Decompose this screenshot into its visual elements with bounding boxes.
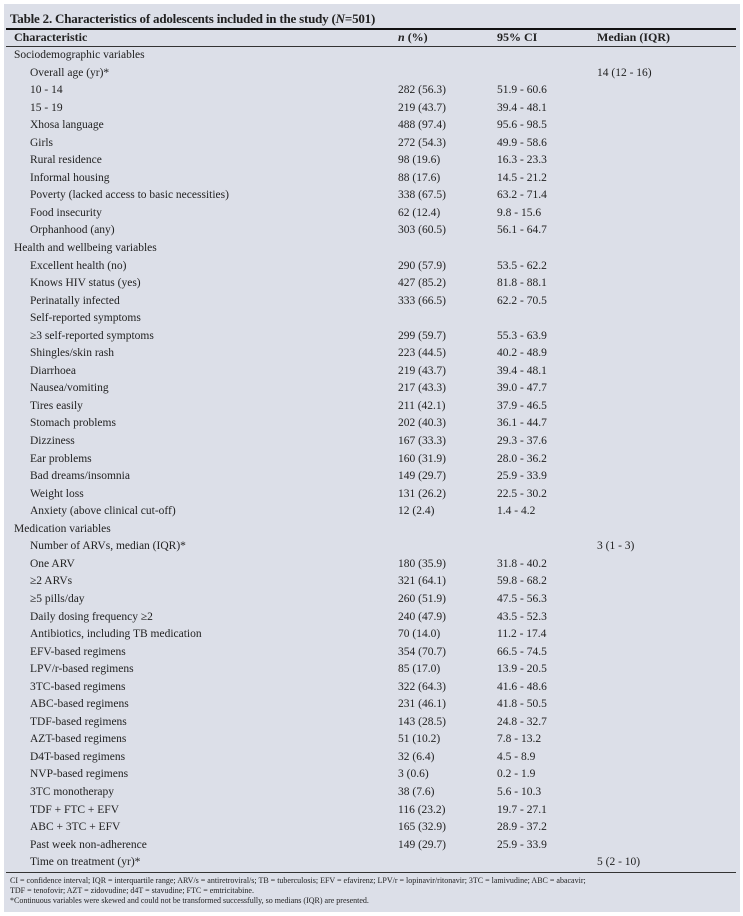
footnote: TDF = tenofovir; AZT = zidovudine; d4T = stavudine; FTC = emtricitabine. bbox=[10, 886, 254, 895]
table-row bbox=[4, 363, 740, 381]
row-label: Shingles/skin rash bbox=[30, 347, 115, 360]
row-ci: 24.8 - 32.7 bbox=[497, 715, 547, 728]
row-label: Medication variables bbox=[14, 522, 111, 535]
row-n-pct: 354 (70.7) bbox=[398, 645, 446, 658]
row-label: D4T-based regimens bbox=[30, 750, 126, 763]
row-ci: 25.9 - 33.9 bbox=[497, 470, 547, 483]
row-ci: 53.5 - 62.2 bbox=[497, 259, 547, 272]
row-ci: 39.0 - 47.7 bbox=[497, 382, 547, 395]
row-ci: 51.9 - 60.6 bbox=[497, 84, 547, 97]
row-n-pct: 322 (64.3) bbox=[398, 680, 446, 693]
table-row bbox=[4, 345, 740, 363]
table-row bbox=[4, 135, 740, 153]
row-ci: 95.6 - 98.5 bbox=[497, 119, 547, 132]
table-row bbox=[4, 65, 740, 83]
table-row bbox=[4, 486, 740, 504]
row-label: One ARV bbox=[30, 557, 75, 570]
table-row bbox=[4, 802, 740, 820]
table-row bbox=[4, 205, 740, 223]
header-ci: 95% CI bbox=[497, 30, 538, 44]
row-n-pct: 85 (17.0) bbox=[398, 663, 441, 676]
row-label: LPV/r-based regimens bbox=[30, 663, 134, 676]
row-label: EFV-based regimens bbox=[30, 645, 126, 658]
table-row bbox=[4, 766, 740, 784]
title-text: Table 2. Characteristics of adolescents included in the study ( bbox=[10, 11, 336, 26]
row-ci: 62.2 - 70.5 bbox=[497, 294, 547, 307]
table-row bbox=[4, 380, 740, 398]
table-title bbox=[10, 11, 375, 27]
table-row bbox=[4, 275, 740, 293]
row-median: 5 (2 - 10) bbox=[597, 856, 641, 869]
section-row bbox=[4, 521, 740, 539]
row-ci: 22.5 - 30.2 bbox=[497, 487, 547, 500]
row-label: 3TC-based regimens bbox=[30, 680, 126, 693]
row-label: ABC-based regimens bbox=[30, 698, 129, 711]
row-n-pct: 32 (6.4) bbox=[398, 750, 435, 763]
title-suffix: =501) bbox=[344, 11, 376, 26]
row-n-pct: 149 (29.7) bbox=[398, 838, 446, 851]
row-median: 3 (1 - 3) bbox=[597, 540, 635, 553]
header-n-pct bbox=[398, 30, 428, 45]
row-n-pct: 62 (12.4) bbox=[398, 206, 441, 219]
footnote: CI = confidence interval; IQR = interquartile range; ARV/s = antiretroviral/s; TB = tuberculosis; EFV = efavirenz; LPV/r = lopinavir/ritonavir; 3TC = lamivudine; ABC = abacavir; bbox=[10, 876, 586, 885]
row-n-pct: 219 (43.7) bbox=[398, 364, 446, 377]
row-label: Antibiotics, including TB medication bbox=[30, 628, 202, 641]
row-n-pct: 427 (85.2) bbox=[398, 277, 446, 290]
row-ci: 7.8 - 13.2 bbox=[497, 733, 542, 746]
row-label: Bad dreams/insomnia bbox=[30, 470, 130, 483]
row-ci: 66.5 - 74.5 bbox=[497, 645, 547, 658]
table-row bbox=[4, 187, 740, 205]
row-n-pct: 272 (54.3) bbox=[398, 136, 446, 149]
row-n-pct: 240 (47.9) bbox=[398, 610, 446, 623]
row-label: Xhosa language bbox=[30, 119, 104, 132]
row-ci: 41.8 - 50.5 bbox=[497, 698, 547, 711]
table-row bbox=[4, 503, 740, 521]
row-n-pct: 88 (17.6) bbox=[398, 171, 441, 184]
row-label: AZT-based regimens bbox=[30, 733, 127, 746]
table-row bbox=[4, 837, 740, 855]
row-ci: 39.4 - 48.1 bbox=[497, 364, 547, 377]
row-label: Food insecurity bbox=[30, 206, 102, 219]
header-median: Median (IQR) bbox=[597, 30, 670, 44]
table-row bbox=[4, 661, 740, 679]
table-row bbox=[4, 556, 740, 574]
row-n-pct: 211 (42.1) bbox=[398, 399, 446, 412]
table-row bbox=[4, 258, 740, 276]
table-row bbox=[4, 626, 740, 644]
row-n-pct: 51 (10.2) bbox=[398, 733, 441, 746]
row-ci: 1.4 - 4.2 bbox=[497, 505, 536, 518]
row-label: Girls bbox=[30, 136, 53, 149]
row-ci: 49.9 - 58.6 bbox=[497, 136, 547, 149]
row-ci: 55.3 - 63.9 bbox=[497, 329, 547, 342]
row-label: Perinatally infected bbox=[30, 294, 120, 307]
row-ci: 13.9 - 20.5 bbox=[497, 663, 547, 676]
row-ci: 4.5 - 8.9 bbox=[497, 750, 536, 763]
row-n-pct: 299 (59.7) bbox=[398, 329, 446, 342]
row-n-pct: 180 (35.9) bbox=[398, 557, 446, 570]
table-body bbox=[4, 47, 740, 872]
table-row bbox=[4, 679, 740, 697]
row-label: Sociodemographic variables bbox=[14, 49, 145, 61]
row-n-pct: 38 (7.6) bbox=[398, 785, 435, 798]
row-n-pct: 98 (19.6) bbox=[398, 154, 441, 167]
row-label: Nausea/vomiting bbox=[30, 382, 109, 395]
table-row bbox=[4, 714, 740, 732]
table-row bbox=[4, 644, 740, 662]
row-label: Time on treatment (yr)* bbox=[30, 856, 141, 869]
row-label: Health and wellbeing variables bbox=[14, 242, 157, 255]
row-label: Ear problems bbox=[30, 452, 92, 465]
row-ci: 59.8 - 68.2 bbox=[497, 575, 547, 588]
row-n-pct: 290 (57.9) bbox=[398, 259, 446, 272]
row-n-pct: 333 (66.5) bbox=[398, 294, 446, 307]
table-row bbox=[4, 573, 740, 591]
row-n-pct: 116 (23.2) bbox=[398, 803, 446, 816]
row-ci: 37.9 - 46.5 bbox=[497, 399, 547, 412]
header-characteristic: Characteristic bbox=[14, 30, 88, 44]
row-ci: 28.9 - 37.2 bbox=[497, 821, 547, 834]
row-n-pct: 488 (97.4) bbox=[398, 119, 446, 132]
row-n-pct: 167 (33.3) bbox=[398, 435, 446, 448]
table-row bbox=[4, 696, 740, 714]
row-label: Dizziness bbox=[30, 435, 75, 448]
table-row bbox=[4, 222, 740, 240]
row-ci: 28.0 - 36.2 bbox=[497, 452, 547, 465]
row-label: Daily dosing frequency ≥2 bbox=[30, 610, 153, 623]
row-median: 14 (12 - 16) bbox=[597, 66, 652, 79]
row-n-pct: 165 (32.9) bbox=[398, 821, 446, 834]
row-label: TDF + FTC + EFV bbox=[30, 803, 120, 816]
section-row bbox=[4, 240, 740, 258]
row-label: 10 - 14 bbox=[30, 84, 63, 97]
row-label: Informal housing bbox=[30, 171, 110, 184]
row-n-pct: 338 (67.5) bbox=[398, 189, 446, 202]
row-n-pct: 143 (28.5) bbox=[398, 715, 446, 728]
table-row bbox=[4, 591, 740, 609]
table-row bbox=[4, 82, 740, 100]
row-ci: 63.2 - 71.4 bbox=[497, 189, 547, 202]
row-n-pct: 223 (44.5) bbox=[398, 347, 446, 360]
table-row bbox=[4, 784, 740, 802]
table-row bbox=[4, 293, 740, 311]
table-header bbox=[4, 30, 740, 46]
table-row bbox=[4, 451, 740, 469]
table-row bbox=[4, 609, 740, 627]
row-n-pct: 260 (51.9) bbox=[398, 592, 446, 605]
row-label: Poverty (lacked access to basic necessities) bbox=[30, 189, 229, 202]
row-ci: 41.6 - 48.6 bbox=[497, 680, 547, 693]
row-label: Tires easily bbox=[30, 399, 83, 412]
row-ci: 14.5 - 21.2 bbox=[497, 171, 547, 184]
row-ci: 43.5 - 52.3 bbox=[497, 610, 547, 623]
table-row bbox=[4, 415, 740, 433]
row-label: Rural residence bbox=[30, 154, 102, 167]
row-ci: 29.3 - 37.6 bbox=[497, 435, 547, 448]
row-label: ≥3 self-reported symptoms bbox=[30, 329, 154, 342]
row-n-pct: 321 (64.1) bbox=[398, 575, 446, 588]
table-row bbox=[4, 749, 740, 767]
table-row bbox=[4, 819, 740, 837]
row-n-pct: 231 (46.1) bbox=[398, 698, 446, 711]
row-label: Number of ARVs, median (IQR)* bbox=[30, 540, 186, 553]
title-n: N bbox=[335, 11, 345, 26]
row-label: Orphanhood (any) bbox=[30, 224, 115, 237]
row-n-pct: 303 (60.5) bbox=[398, 224, 446, 237]
table-row bbox=[4, 538, 740, 556]
row-label: Diarrhoea bbox=[30, 364, 76, 377]
row-label: Anxiety (above clinical cut-off) bbox=[30, 505, 176, 518]
row-n-pct: 12 (2.4) bbox=[398, 505, 435, 518]
row-label: Excellent health (no) bbox=[30, 259, 127, 272]
table-row bbox=[4, 310, 740, 328]
row-ci: 36.1 - 44.7 bbox=[497, 417, 547, 430]
row-label: ABC + 3TC + EFV bbox=[30, 821, 121, 834]
row-ci: 19.7 - 27.1 bbox=[497, 803, 547, 816]
row-label: Self-reported symptoms bbox=[30, 312, 141, 325]
row-ci: 11.2 - 17.4 bbox=[497, 628, 547, 641]
table-container bbox=[4, 4, 740, 912]
row-ci: 56.1 - 64.7 bbox=[497, 224, 547, 237]
table-row bbox=[4, 117, 740, 135]
row-n-pct: 217 (43.3) bbox=[398, 382, 446, 395]
row-label: Past week non-adherence bbox=[30, 838, 147, 851]
row-label: Knows HIV status (yes) bbox=[30, 277, 141, 290]
row-ci: 9.8 - 15.6 bbox=[497, 206, 542, 219]
row-n-pct: 202 (40.3) bbox=[398, 417, 446, 430]
row-label: 15 - 19 bbox=[30, 101, 63, 114]
row-label: NVP-based regimens bbox=[30, 768, 129, 781]
row-n-pct: 70 (14.0) bbox=[398, 628, 441, 641]
row-label: Stomach problems bbox=[30, 417, 116, 430]
table-row bbox=[4, 398, 740, 416]
row-n-pct: 282 (56.3) bbox=[398, 84, 446, 97]
row-label: TDF-based regimens bbox=[30, 715, 127, 728]
table-row bbox=[4, 328, 740, 346]
table-row bbox=[4, 731, 740, 749]
bottom-rule bbox=[6, 872, 736, 873]
row-ci: 16.3 - 23.3 bbox=[497, 154, 547, 167]
row-ci: 0.2 - 1.9 bbox=[497, 768, 536, 781]
table-row bbox=[4, 433, 740, 451]
row-label: 3TC monotherapy bbox=[30, 785, 114, 798]
footnote: *Continuous variables were skewed and could not be transformed successfully, so medians (IQR) are presented. bbox=[10, 896, 369, 905]
row-n-pct: 149 (29.7) bbox=[398, 470, 446, 483]
row-label: Weight loss bbox=[30, 487, 84, 500]
section-row bbox=[4, 47, 740, 65]
table-row bbox=[4, 468, 740, 486]
row-n-pct: 131 (26.2) bbox=[398, 487, 446, 500]
row-ci: 31.8 - 40.2 bbox=[497, 557, 547, 570]
row-label: ≥2 ARVs bbox=[30, 575, 73, 588]
row-label: ≥5 pills/day bbox=[30, 592, 85, 605]
row-n-pct: 3 (0.6) bbox=[398, 768, 429, 781]
row-label: Overall age (yr)* bbox=[30, 66, 110, 79]
row-ci: 40.2 - 48.9 bbox=[497, 347, 547, 360]
row-ci: 47.5 - 56.3 bbox=[497, 592, 547, 605]
table-footnotes bbox=[10, 876, 735, 906]
row-ci: 25.9 - 33.9 bbox=[497, 838, 547, 851]
row-ci: 5.6 - 10.3 bbox=[497, 785, 542, 798]
row-n-pct: 160 (31.9) bbox=[398, 452, 446, 465]
row-ci: 39.4 - 48.1 bbox=[497, 101, 547, 114]
table-row bbox=[4, 152, 740, 170]
row-ci: 81.8 - 88.1 bbox=[497, 277, 547, 290]
table-row bbox=[4, 854, 740, 872]
table-row bbox=[4, 170, 740, 188]
header-pct: (%) bbox=[407, 30, 428, 44]
header-n: n bbox=[398, 30, 405, 44]
row-n-pct: 219 (43.7) bbox=[398, 101, 446, 114]
table-row bbox=[4, 100, 740, 118]
